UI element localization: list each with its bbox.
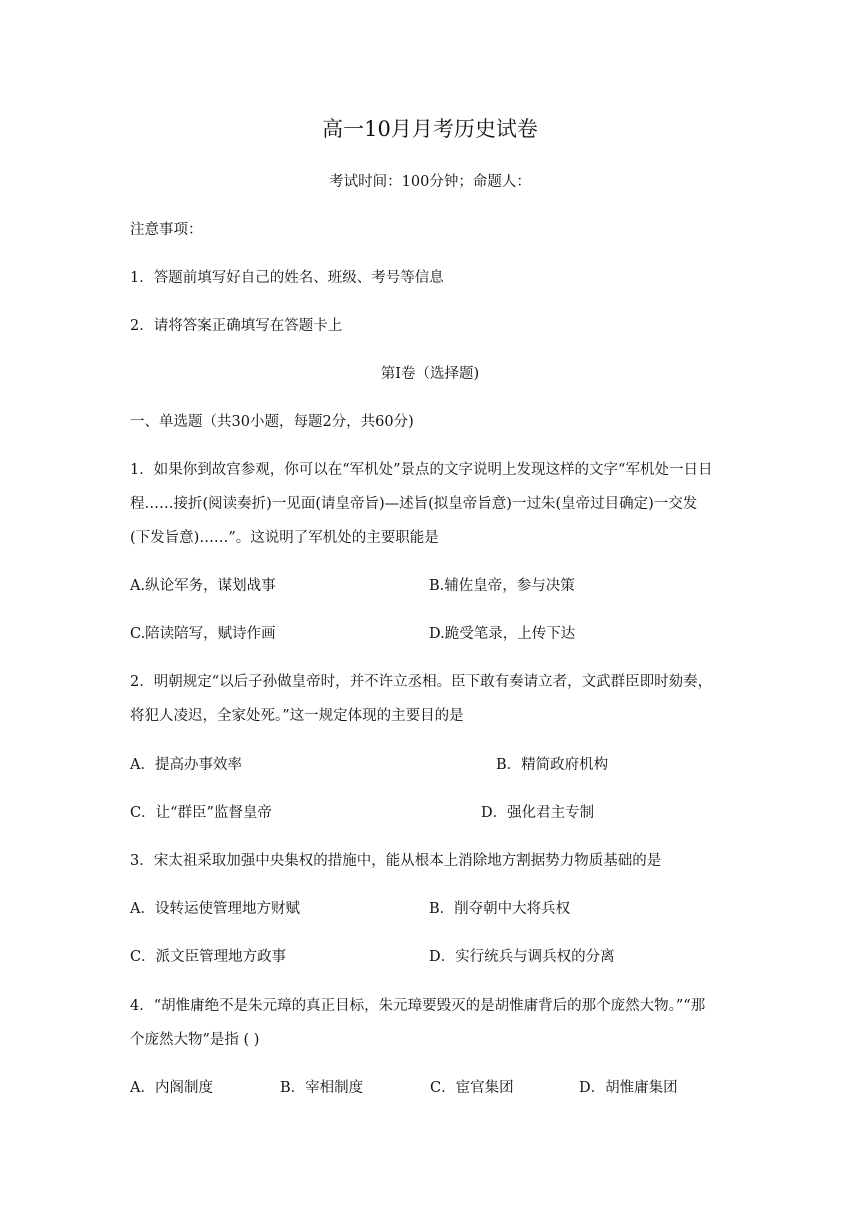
question-stem-line: 4．“胡惟庸绝不是朱元璋的真正目标，朱元璋要毁灭的是胡惟庸背后的那个庞然大物。”“那 bbox=[130, 998, 706, 1014]
question-stem-line: 2．明朝规定“以后子孙做皇帝时，并不许立丞相。臣下敢有奏请立者，文武群臣即时劾奏， bbox=[130, 674, 713, 690]
option-b: B．精简政府机构 bbox=[496, 757, 609, 773]
option-d: D．实行统兵与调兵权的分离 bbox=[429, 949, 615, 965]
option-a: A．设转运使管理地方财赋 bbox=[130, 901, 300, 917]
question-stem-line: 个庞然大物”是指 ( ) bbox=[130, 1032, 260, 1048]
option-c: C．派文臣管理地方政事 bbox=[130, 949, 287, 965]
exam-info: 考试时间：100分钟；命题人： bbox=[329, 174, 531, 190]
option-a: A．内阁制度 bbox=[130, 1080, 213, 1096]
option-a: A.纵论军务，谋划战事 bbox=[130, 578, 276, 594]
exam-title: 高一10月月考历史试卷 bbox=[322, 117, 538, 141]
notice-item: 1．答题前填写好自己的姓名、班级、考号等信息 bbox=[130, 270, 444, 286]
option-c: C．宦官集团 bbox=[430, 1080, 514, 1096]
notice-item: 2．请将答案正确填写在答题卡上 bbox=[130, 318, 343, 334]
option-b: B.辅佐皇帝，参与决策 bbox=[429, 578, 575, 594]
question-stem-line: 1．如果你到故宫参观，你可以在“军机处”景点的文字说明上发现这样的文字“军机处一日日 bbox=[130, 462, 713, 478]
question-stem-line: 程……接折(阅读奏折)一见面(请皇帝旨)—述旨(拟皇帝旨意)一过朱(皇帝过目确定)一交发 bbox=[130, 496, 698, 512]
option-b: B．宰相制度 bbox=[280, 1080, 364, 1096]
section-title: 第I卷（选择题) bbox=[380, 366, 480, 382]
option-d: D.跪受笔录，上传下达 bbox=[429, 626, 576, 642]
option-c: C．让“群臣”监督皇帝 bbox=[130, 805, 272, 821]
option-c: C.陪读陪写，赋诗作画 bbox=[130, 626, 276, 642]
question-stem-line: 将犯人凌迟，全家处死。”这一规定体现的主要目的是 bbox=[130, 708, 464, 724]
option-d: D．胡惟庸集团 bbox=[579, 1080, 678, 1096]
option-b: B．削夺朝中大将兵权 bbox=[429, 901, 571, 917]
question-stem-line: 3．宋太祖采取加强中央集权的措施中，能从根本上消除地方割据势力物质基础的是 bbox=[130, 853, 662, 869]
part-title: 一、单选题（共30小题，每题2分，共60分) bbox=[130, 414, 414, 430]
option-a: A．提高办事效率 bbox=[130, 757, 242, 773]
question-stem-line: (下发旨意)……”。这说明了军机处的主要职能是 bbox=[130, 530, 439, 546]
option-d: D．强化君主专制 bbox=[481, 805, 595, 821]
notice-heading: 注意事项： bbox=[130, 222, 203, 238]
